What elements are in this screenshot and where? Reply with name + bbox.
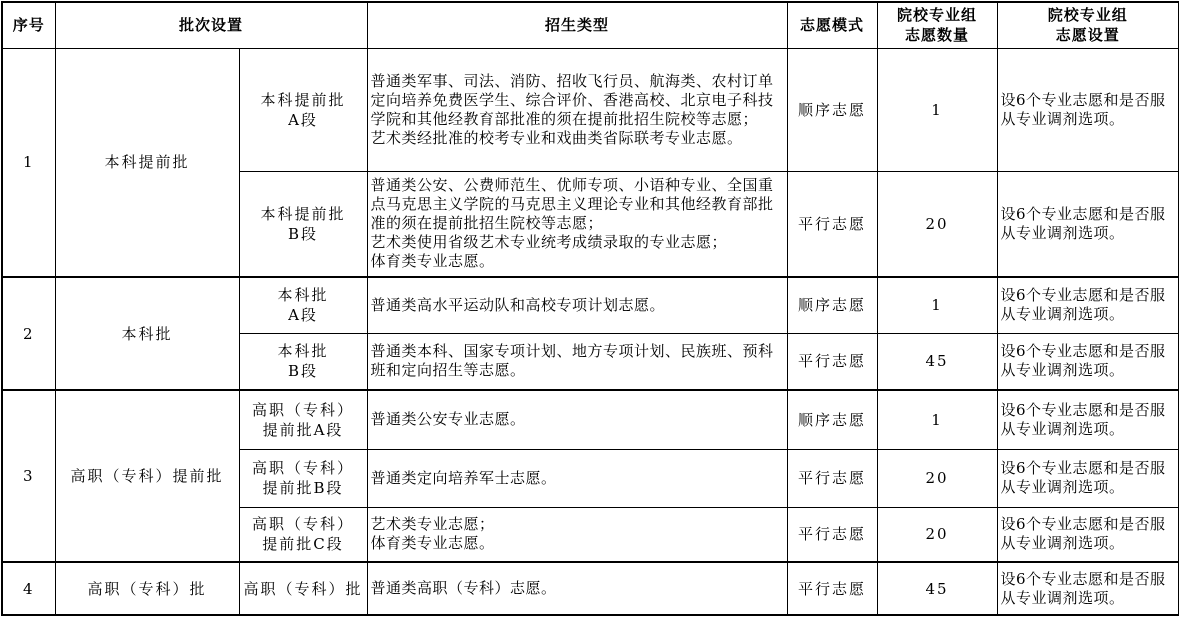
admission-type-cell [367, 277, 787, 333]
serial-cell: 1 [2, 48, 55, 277]
count-cell: 45 [877, 562, 997, 615]
setting-cell: 设6个专业志愿和是否服从专业调剂选项。 [997, 507, 1179, 562]
header-volunteer-mode: 志愿模式 [787, 2, 877, 48]
segment-cell [239, 48, 367, 171]
table-body [2, 48, 1179, 615]
table-row [2, 48, 1179, 171]
batch-cell: 本科提前批 [55, 48, 239, 277]
mode-cell: 顺序志愿 [787, 277, 877, 333]
admission-type-line: 普通类本科、国家专项计划、地方专项计划、民族班、预科班和定向招生等志愿。 [370, 342, 774, 380]
segment-line: 本科提前批 [260, 90, 346, 109]
admission-type-line: 艺术类使用省级艺术专业统考成绩录取的专业志愿； [370, 233, 728, 252]
segment-line: A段 [288, 110, 318, 129]
segment-cell [239, 449, 367, 507]
setting-cell: 设6个专业志愿和是否服从专业调剂选项。 [997, 562, 1179, 615]
segment-line: 提前批C段 [262, 535, 344, 554]
batch-cell: 本科批 [55, 277, 239, 390]
segment-cell [239, 390, 367, 449]
table-header [2, 2, 1179, 48]
header-volunteer-count-line1: 院校专业组 [897, 6, 978, 25]
admission-type-line: 艺术类经批准的校考专业和戏曲类省际联考专业志愿。 [370, 128, 743, 147]
mode-cell: 顺序志愿 [787, 390, 877, 449]
segment-cell [239, 277, 367, 333]
mode-cell: 平行志愿 [787, 562, 877, 615]
count-cell: 20 [877, 449, 997, 507]
admission-type-line: 普通类定向培养军士志愿。 [370, 468, 557, 487]
mode-cell: 顺序志愿 [787, 48, 877, 171]
segment-line: B段 [287, 362, 319, 381]
admission-type-cell [367, 449, 787, 507]
mode-cell: 平行志愿 [787, 507, 877, 562]
admission-type-line: 体育类专业志愿。 [370, 534, 495, 553]
serial-cell: 2 [2, 277, 55, 390]
serial-cell: 3 [2, 390, 55, 562]
header-volunteer-setting-line2: 志愿设置 [1055, 26, 1120, 45]
admission-type-line: 普通类军事、司法、消防、招收飞行员、航海类、农村订单定向培养免费医学生、综合评价、香港高校、北京电子科技学院和其他经教育部批准的须在提前批招生院校等志愿； [370, 71, 774, 128]
table-row [2, 277, 1179, 333]
admission-type-line: 普通类公安、公费师范生、优师专项、小语种专业、全国重点马克思主义学院的马克思主义理论专业和其他经教育部批准的须在提前批招生院校等志愿； [370, 176, 774, 233]
segment-line: 提前批B段 [262, 479, 344, 497]
count-cell: 1 [877, 390, 997, 449]
segment-line: B段 [287, 224, 319, 243]
setting-cell: 设6个专业志愿和是否服从专业调剂选项。 [997, 333, 1179, 390]
table-row [2, 390, 1179, 449]
count-cell: 1 [877, 48, 997, 171]
segment-line: 高职（专科） [252, 515, 355, 534]
admission-type-cell [367, 507, 787, 562]
segment-line: 高职（专科） [252, 400, 355, 419]
count-cell: 45 [877, 333, 997, 390]
setting-cell: 设6个专业志愿和是否服从专业调剂选项。 [997, 390, 1179, 449]
header-serial: 序号 [2, 2, 55, 48]
admission-type-line: 普通类公安专业志愿。 [370, 410, 526, 429]
header-volunteer-setting-line1: 院校专业组 [1047, 6, 1128, 25]
admission-type-line: 普通类高职（专科）志愿。 [370, 579, 557, 597]
header-volunteer-count [877, 2, 997, 48]
segment-line: 本科批 [277, 342, 329, 361]
mode-cell: 平行志愿 [787, 449, 877, 507]
admission-type-cell [367, 48, 787, 171]
table-row [2, 562, 1179, 615]
segment-cell [239, 507, 367, 562]
header-volunteer-setting [997, 2, 1179, 48]
admission-type-cell [367, 390, 787, 449]
segment-line: 本科提前批 [260, 204, 346, 223]
count-cell: 20 [877, 171, 997, 277]
count-cell: 20 [877, 507, 997, 562]
admission-type-cell [367, 171, 787, 277]
batch-cell: 高职（专科）批 [55, 562, 239, 615]
setting-cell: 设6个专业志愿和是否服从专业调剂选项。 [997, 449, 1179, 507]
batch-cell: 高职（专科）提前批 [55, 390, 239, 562]
header-admission-type: 招生类型 [367, 2, 787, 48]
segment-line: 本科批 [277, 286, 329, 305]
segment-cell [239, 171, 367, 277]
segment-cell [239, 333, 367, 390]
segment-line: 提前批A段 [262, 420, 344, 439]
admission-type-cell [367, 333, 787, 390]
admission-type-cell [367, 562, 787, 615]
segment-line: 高职（专科） [252, 459, 355, 477]
serial-cell: 4 [2, 562, 55, 615]
segment-line: A段 [288, 306, 318, 325]
admission-type-line: 普通类高水平运动队和高校专项计划志愿。 [370, 295, 666, 314]
mode-cell: 平行志愿 [787, 333, 877, 390]
mode-cell: 平行志愿 [787, 171, 877, 277]
header-volunteer-count-line2: 志愿数量 [905, 26, 970, 45]
setting-cell: 设6个专业志愿和是否服从专业调剂选项。 [997, 171, 1179, 277]
segment-line: 高职（专科）批 [243, 579, 363, 598]
admission-type-line: 体育类专业志愿。 [370, 252, 495, 271]
header-batch-settings: 批次设置 [55, 2, 367, 48]
admission-type-line: 艺术类专业志愿； [370, 515, 495, 534]
segment-cell [239, 562, 367, 615]
setting-cell: 设6个专业志愿和是否服从专业调剂选项。 [997, 48, 1179, 171]
setting-cell: 设6个专业志愿和是否服从专业调剂选项。 [997, 277, 1179, 333]
batch-settings-table [1, 1, 1179, 616]
count-cell: 1 [877, 277, 997, 333]
header-row [2, 2, 1179, 48]
